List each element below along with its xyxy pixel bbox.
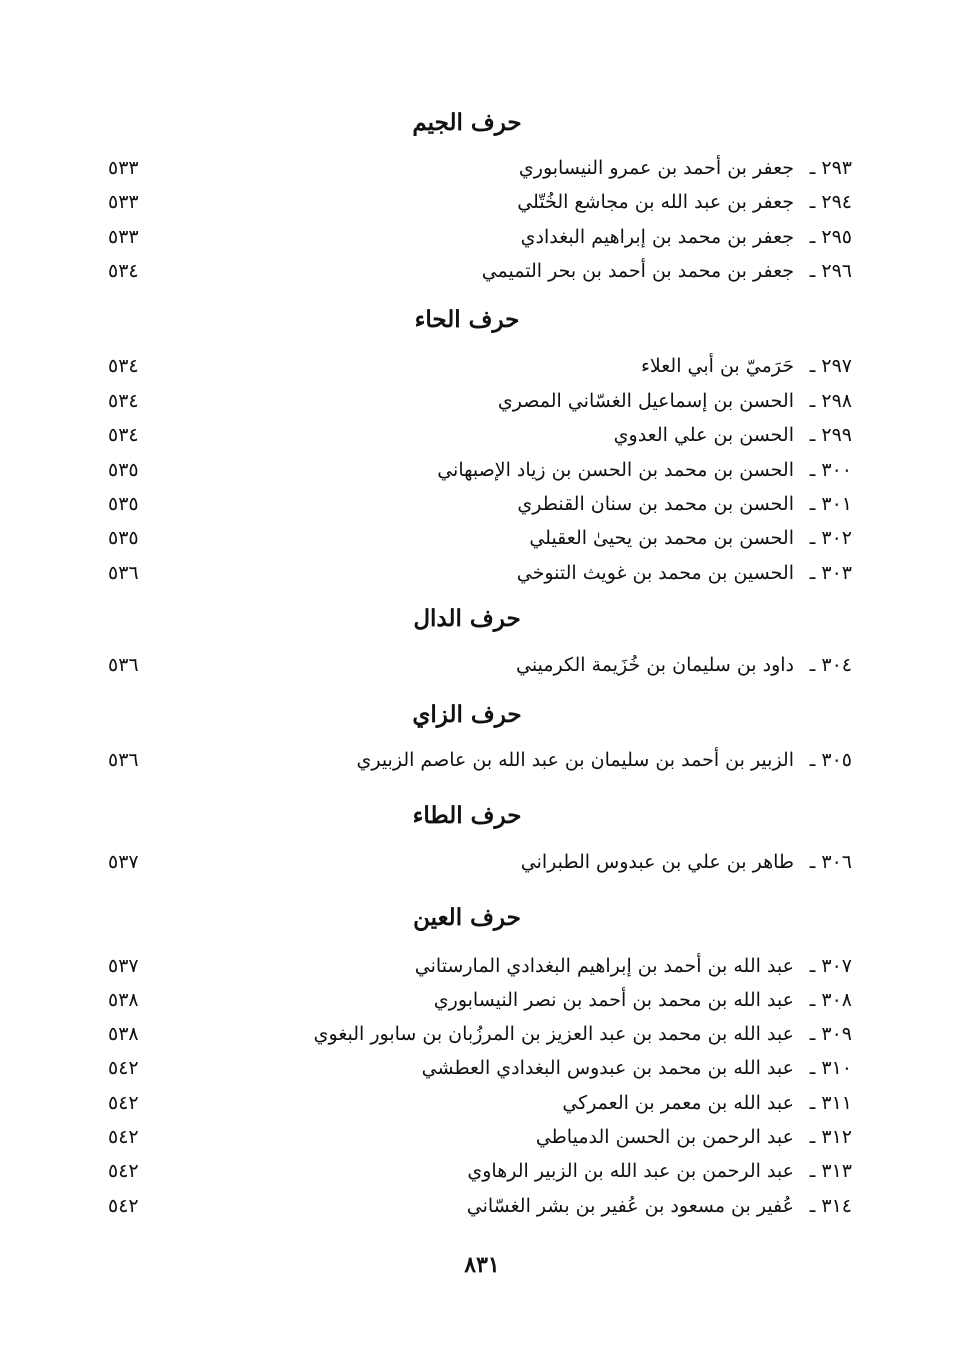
entry-page: ٥٣٥ <box>108 459 139 481</box>
entry-name: عبد الله بن أحمد بن إبراهيم البغدادي المارستاني <box>414 955 794 977</box>
entry-dash: ـ <box>809 260 816 282</box>
index-entry <box>100 1121 852 1153</box>
entry-number: ٢٩٣ <box>821 157 852 179</box>
entry-number: ٣٠٣ <box>821 562 852 584</box>
entry-page: ٥٤٢ <box>108 1057 139 1079</box>
section-heading-ayn: حرف العين <box>413 904 521 931</box>
index-entry <box>100 984 852 1016</box>
entry-dash: ـ <box>809 226 816 248</box>
entry-dash: ـ <box>809 191 816 213</box>
entry-name: جعفر بن محمد بن إبراهيم البغدادي <box>520 226 794 248</box>
section-heading-ta: حرف الطاء <box>412 802 522 829</box>
index-entry <box>100 454 852 486</box>
entry-number: ٢٩٤ <box>821 191 852 213</box>
section-heading-zay: حرف الزاي <box>412 701 522 728</box>
entry-page: ٥٣٣ <box>108 157 139 179</box>
entry-number: ٣٠١ <box>821 493 852 515</box>
entry-page: ٥٣٦ <box>108 654 139 676</box>
index-entry <box>100 350 852 382</box>
index-entry <box>100 385 852 417</box>
entry-name: عبد الله بن معمر بن العمركي <box>562 1092 794 1114</box>
entry-dash: ـ <box>809 1160 816 1182</box>
entry-page: ٥٣٨ <box>108 989 139 1011</box>
entry-dash: ـ <box>809 562 816 584</box>
index-entry <box>100 221 852 253</box>
entry-dash: ـ <box>809 157 816 179</box>
entry-dash: ـ <box>809 1126 816 1148</box>
entry-page: ٥٣٤ <box>108 260 139 282</box>
entry-number: ٢٩٨ <box>821 390 852 412</box>
entry-name: حَرَميّ بن أبي العلاء <box>640 355 794 377</box>
entry-page: ٥٣٤ <box>108 355 139 377</box>
entry-dash: ـ <box>809 493 816 515</box>
entry-name: جعفر بن محمد بن أحمد بن بحر التميمي <box>481 260 794 282</box>
entry-page: ٥٤٢ <box>108 1092 139 1114</box>
entry-dash: ـ <box>809 459 816 481</box>
entry-name: جعفر بن أحمد بن عمرو النيسابوري <box>518 157 794 179</box>
index-entry <box>100 1018 852 1050</box>
entry-number: ٣٠٠ <box>821 459 852 481</box>
entry-name: داود بن سليمان بن خُزَيمة الكرميني <box>516 654 794 676</box>
entry-number: ٣١٠ <box>821 1057 852 1079</box>
entry-name: الحسن بن إسماعيل الغسّاني المصري <box>497 390 794 412</box>
entry-name: عبد الله بن محمد بن عبدوس البغدادي العطشي <box>421 1057 794 1079</box>
entry-name: عبد الله بن محمد بن أحمد بن نصر النيسابوري <box>433 989 794 1011</box>
section-heading-jim: حرف الجيم <box>412 109 522 136</box>
index-entry <box>100 649 852 681</box>
entry-dash: ـ <box>809 955 816 977</box>
index-entry <box>100 744 852 776</box>
entry-number: ٣١٤ <box>821 1195 852 1217</box>
page-number: ٨٣١ <box>464 1252 500 1278</box>
entry-name: الحسن بن محمد بن الحسن بن زياد الإصبهاني <box>437 459 794 481</box>
entry-dash: ـ <box>809 989 816 1011</box>
entry-number: ٣٠٨ <box>821 989 852 1011</box>
entry-page: ٥٣٧ <box>108 955 139 977</box>
entry-page: ٥٣٥ <box>108 493 139 515</box>
entry-name: جعفر بن عبد الله بن مجاشع الخُتّلي <box>517 191 794 213</box>
entry-number: ٣٠٥ <box>821 749 852 771</box>
entry-number: ٣٠٩ <box>821 1023 852 1045</box>
index-entry <box>100 255 852 287</box>
entry-page: ٥٣٣ <box>108 191 139 213</box>
entry-name: عبد الرحمن بن الحسن الدمياطي <box>535 1126 794 1148</box>
entry-number: ٢٩٧ <box>821 355 852 377</box>
entry-name: طاهر بن علي بن عبدوس الطبراني <box>520 851 794 873</box>
entry-page: ٥٤٢ <box>108 1126 139 1148</box>
entry-name: عُفير بن مسعود بن عُفير بن بشر الغسّاني <box>466 1195 794 1217</box>
entry-page: ٥٣٤ <box>108 424 139 446</box>
entry-name: الزبير بن أحمد بن سليمان بن عبد الله بن عاصم الزبيري <box>356 749 794 771</box>
index-entry <box>100 522 852 554</box>
entry-page: ٥٣٨ <box>108 1023 139 1045</box>
entry-number: ٣٠٦ <box>821 851 852 873</box>
entry-number: ٢٩٥ <box>821 226 852 248</box>
entry-dash: ـ <box>809 1023 816 1045</box>
index-entry <box>100 419 852 451</box>
entry-page: ٥٣٤ <box>108 390 139 412</box>
entry-dash: ـ <box>809 1195 816 1217</box>
entry-name: عبد الرحمن بن عبد الله بن الزبير الرهاوي <box>467 1160 794 1182</box>
entry-dash: ـ <box>809 749 816 771</box>
entry-number: ٣٠٤ <box>821 654 852 676</box>
entry-name: عبد الله بن محمد بن عبد العزيز بن المرزُبان بن سابور البغوي <box>313 1023 794 1045</box>
entry-name: الحسن بن محمد بن سنان القنطري <box>517 493 794 515</box>
entry-dash: ـ <box>809 424 816 446</box>
entry-page: ٥٤٢ <box>108 1195 139 1217</box>
section-heading-ha: حرف الحاء <box>414 306 520 333</box>
entry-number: ٢٩٦ <box>821 260 852 282</box>
index-entry <box>100 488 852 520</box>
entry-page: ٥٣٦ <box>108 749 139 771</box>
index-entry <box>100 1087 852 1119</box>
entry-number: ٣١١ <box>821 1092 852 1114</box>
entry-page: ٥٣٣ <box>108 226 139 248</box>
entry-page: ٥٣٥ <box>108 527 139 549</box>
index-entry <box>100 152 852 184</box>
entry-dash: ـ <box>809 355 816 377</box>
entry-number: ٣٠٢ <box>821 527 852 549</box>
entry-dash: ـ <box>809 527 816 549</box>
index-entry <box>100 1190 852 1222</box>
index-entry <box>100 846 852 878</box>
entry-number: ٣١٢ <box>821 1126 852 1148</box>
entry-dash: ـ <box>809 1057 816 1079</box>
index-entry <box>100 186 852 218</box>
index-entry <box>100 950 852 982</box>
index-entry <box>100 557 852 589</box>
entry-dash: ـ <box>809 851 816 873</box>
entry-name: الحسن بن علي العدوي <box>613 424 794 446</box>
entry-name: الحسين بن محمد بن غويث التنوخي <box>516 562 794 584</box>
entry-dash: ـ <box>809 390 816 412</box>
entry-number: ٢٩٩ <box>821 424 852 446</box>
entry-page: ٥٣٦ <box>108 562 139 584</box>
entry-number: ٣٠٧ <box>821 955 852 977</box>
index-entry <box>100 1052 852 1084</box>
entry-name: الحسن بن محمد بن يحيىٰ العقيلي <box>529 527 794 549</box>
entry-dash: ـ <box>809 1092 816 1114</box>
index-entry <box>100 1155 852 1187</box>
entry-dash: ـ <box>809 654 816 676</box>
entry-page: ٥٤٢ <box>108 1160 139 1182</box>
section-heading-dal: حرف الدال <box>413 605 521 632</box>
entry-number: ٣١٣ <box>821 1160 852 1182</box>
entry-page: ٥٣٧ <box>108 851 139 873</box>
